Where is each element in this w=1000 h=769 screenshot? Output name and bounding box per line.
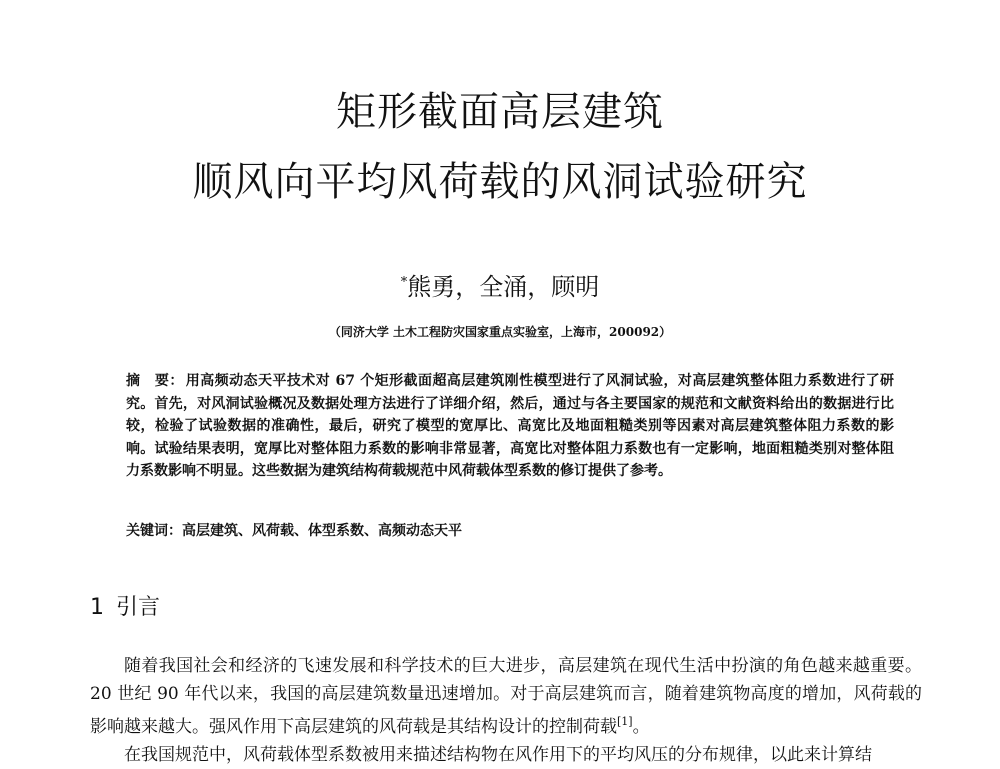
body-paragraph — [90, 741, 922, 769]
abstract-text: 用高频动态天平技术对 67 个矩形截面超高层建筑刚性模型进行了风洞试验，对高层建筑整体阻力系数进行了研究。首先，对风洞试验概况及数据处理方法进行了详细介绍，然后，通过与各主要国家的规范和文献资料给出的数据进行比较，检验了试验数据的准确性，最后，研究了模型的宽厚比、高宽比及地面粗糙类别等因素对高层建筑整体阻力系数的影响。试验结果表明，宽厚比对整体阻力系数的影响非常显著，高宽比对整体阻力系数也有一定影响，地面粗糙类别对整体阻力系数影响不明显。这些数据为建筑结构荷载规范中风荷载体型系数的修订提供了参考。 — [126, 373, 895, 479]
paragraph-text: 在我国规范中，风荷载体型系数被用来描述结构物在风作用下的平均风压的分布规律，以此来计算结 — [124, 745, 872, 765]
section-title: 引言 — [116, 595, 161, 620]
abstract-label: 摘 要： — [126, 373, 184, 389]
paragraph-end: 。 — [632, 717, 650, 737]
body-text — [90, 652, 922, 769]
keywords-label: 关键词： — [126, 523, 182, 539]
paragraph-text: 随着我国社会和经济的飞速发展和科学技术的巨大进步，高层建筑在现代生活中扮演的角色越来越重要。20 世纪 90 年代以来，我国的高层建筑数量迅速增加。对于高层建筑而言，随着建筑物高度的增加，风荷载的影响越来越大。强风作用下高层建筑的风荷载是其结构设计的控制荷载 — [90, 656, 922, 737]
paper-title-line-2: 顺风向平均风荷载的风洞试验研究 — [192, 159, 808, 205]
author-names: 熊勇，全涌，顾明 — [407, 273, 600, 301]
section-heading — [90, 593, 160, 623]
section-number: 1 — [90, 595, 104, 620]
keywords-text: 高层建筑、风荷载、体型系数、高频动态天平 — [182, 523, 462, 539]
paper-title-line-1: 矩形截面高层建筑 — [336, 89, 664, 135]
keywords — [126, 520, 894, 542]
affiliation: （同济大学 土木工程防灾国家重点实验室，上海市，200092） — [328, 325, 672, 339]
abstract — [126, 370, 894, 483]
body-paragraph — [90, 652, 922, 741]
citation-reference[interactable]: [1] — [617, 715, 633, 728]
corresponding-author-marker: * — [400, 275, 408, 290]
author-list — [0, 268, 1000, 302]
